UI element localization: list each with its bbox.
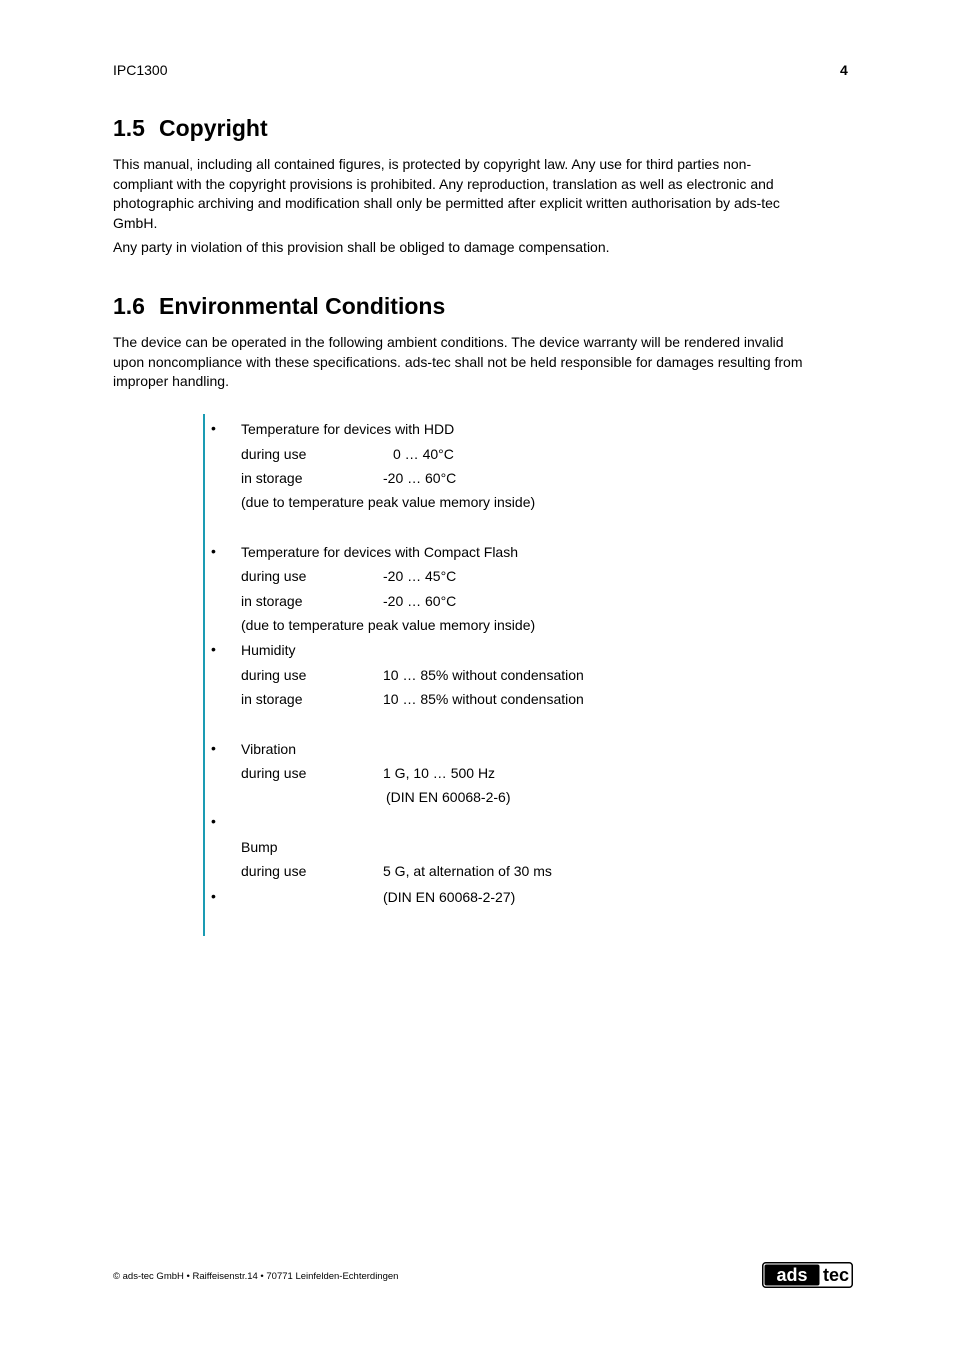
vibration-use-label: during use bbox=[241, 765, 307, 781]
bump-use-value: 5 G, at alternation of 30 ms bbox=[383, 863, 552, 879]
copyright-line: compliant with the copyright provisions is prohibited. Any reproduction, translation as well as electronic and bbox=[113, 175, 774, 192]
cf-use-label: during use bbox=[241, 568, 307, 584]
hdd-use-label: during use bbox=[241, 446, 307, 462]
environment-paragraph bbox=[113, 333, 848, 392]
vibration-title: Vibration bbox=[241, 741, 297, 757]
copyright-line: photographic archiving and modification shall only be permitted after explicit written authorisation by ads-tec bbox=[113, 195, 780, 212]
humidity-storage-value: 10 … 85% without condensation bbox=[383, 691, 584, 707]
copyright-paragraph bbox=[113, 155, 848, 233]
cf-storage-label: in storage bbox=[241, 593, 303, 609]
copyright-heading bbox=[113, 115, 268, 142]
cf-note: (due to temperature peak value memory inside) bbox=[241, 617, 536, 633]
environment-line: upon noncompliance with these specifications. ads-tec shall not be held responsible for damages resulting from bbox=[113, 353, 803, 370]
cf-storage-value: -20 … 60°C bbox=[383, 593, 457, 609]
list-bullet: • bbox=[211, 420, 216, 436]
vibration-use-value: 1 G, 10 … 500 Hz bbox=[383, 765, 496, 781]
environment-heading-title: Environmental Conditions bbox=[159, 293, 446, 319]
environment-line: The device can be operated in the following ambient conditions. The device warranty will be rendered invalid bbox=[113, 334, 784, 350]
bump-standard: (DIN EN 60068-2-27) bbox=[383, 889, 516, 905]
logo-ads-text: ads bbox=[776, 1265, 808, 1285]
logo-tec-text: tec bbox=[822, 1265, 850, 1285]
hdd-use-value: 0 … 40°C bbox=[393, 446, 454, 462]
copyright-line: GmbH. bbox=[113, 214, 158, 231]
environment-heading-number: 1.6 bbox=[113, 293, 145, 319]
list-bullet: • bbox=[211, 641, 216, 657]
footer-address: © ads-tec GmbH • Raiffeisenstr.14 • 70771 Leinfelden-Echterdingen bbox=[113, 1271, 399, 1282]
document-title: IPC1300 bbox=[113, 62, 168, 78]
environment-line: improper handling. bbox=[113, 373, 229, 390]
bump-use-label: during use bbox=[241, 863, 307, 879]
hdd-storage-value: -20 … 60°C bbox=[383, 470, 457, 486]
hdd-storage-label: in storage bbox=[241, 470, 303, 486]
list-bullet: • bbox=[211, 740, 216, 756]
ads-tec-logo bbox=[762, 1262, 853, 1288]
copyright-line: This manual, including all contained figures, is protected by copyright law. Any use for third parties non- bbox=[113, 156, 752, 172]
list-bullet: • bbox=[211, 888, 216, 904]
humidity-use-label: during use bbox=[241, 667, 307, 683]
humidity-title: Humidity bbox=[241, 642, 296, 658]
list-bullet: • bbox=[211, 543, 216, 559]
hdd-note: (due to temperature peak value memory inside) bbox=[241, 494, 536, 510]
humidity-use-value: 10 … 85% without condensation bbox=[383, 667, 584, 683]
cf-use-value: -20 … 45°C bbox=[383, 568, 457, 584]
violation-paragraph: Any party in violation of this provision shall be obliged to damage compensation. bbox=[113, 239, 610, 255]
copyright-heading-title: Copyright bbox=[159, 115, 268, 141]
bump-title: Bump bbox=[241, 839, 278, 855]
humidity-storage-label: in storage bbox=[241, 691, 303, 707]
hdd-title: Temperature for devices with HDD bbox=[241, 421, 455, 437]
cf-title: Temperature for devices with Compact Flash bbox=[241, 544, 518, 560]
page-number: 4 bbox=[840, 62, 848, 78]
vibration-standard: (DIN EN 60068-2-6) bbox=[386, 789, 511, 805]
list-bullet: • bbox=[211, 813, 216, 829]
environment-heading bbox=[113, 293, 445, 320]
copyright-heading-number: 1.5 bbox=[113, 115, 145, 141]
spec-list-rule bbox=[203, 414, 205, 936]
